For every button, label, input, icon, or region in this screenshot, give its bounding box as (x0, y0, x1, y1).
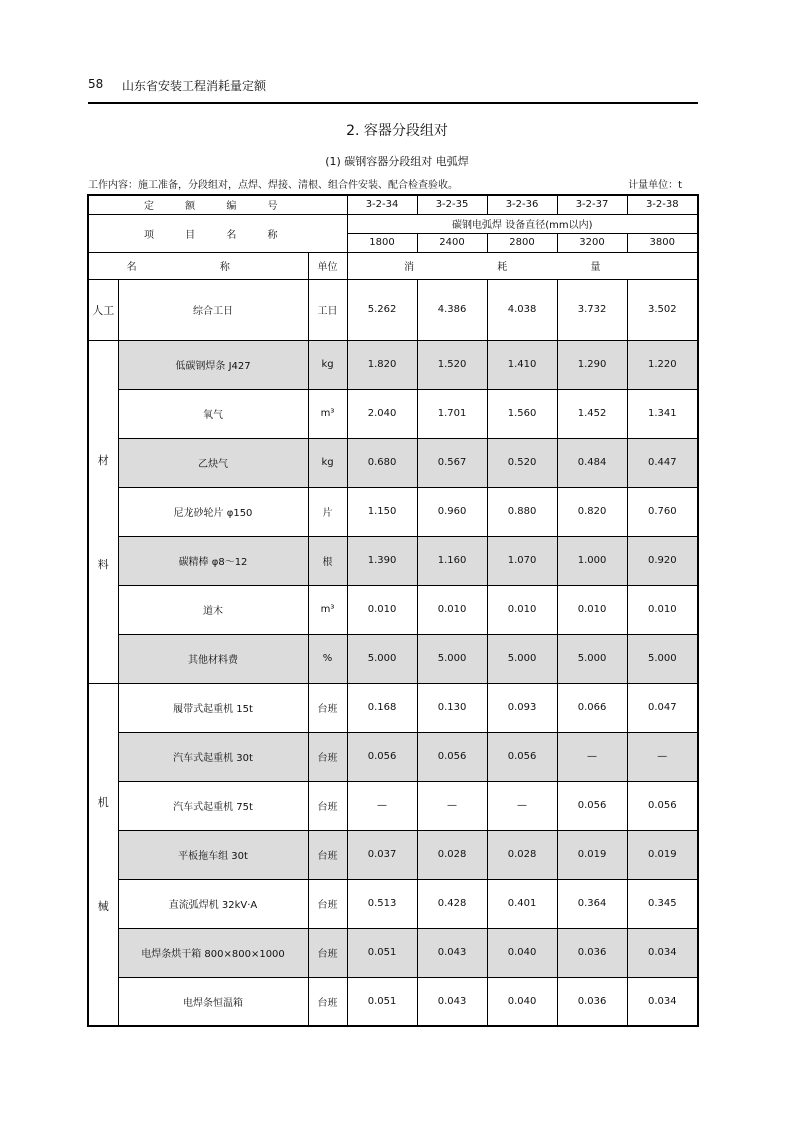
value-cell: 0.047 (627, 683, 698, 732)
item-name: 其他材料费 (118, 634, 308, 683)
diameter-cell: 3200 (557, 233, 627, 252)
value-cell: 1.820 (347, 340, 417, 389)
table-row (88, 585, 698, 634)
item-name: 平板拖车组 30t (118, 830, 308, 879)
value-cell: 0.043 (417, 977, 487, 1026)
item-unit: 台班 (308, 977, 347, 1026)
diameter-cell: 3800 (627, 233, 698, 252)
item-unit: kg (308, 438, 347, 487)
book-title: 山东省安装工程消耗量定额 (122, 79, 267, 93)
category-machine (88, 683, 118, 1026)
quota-code-label: 定 额 编 号 (88, 195, 347, 214)
item-unit: 台班 (308, 683, 347, 732)
value-cell: 0.019 (627, 830, 698, 879)
table-row (88, 389, 698, 438)
value-cell: 0.066 (557, 683, 627, 732)
item-unit: 台班 (308, 830, 347, 879)
value-cell: 0.056 (627, 781, 698, 830)
column-name-header: 名 称 (88, 252, 308, 279)
code-cell: 3-2-36 (487, 195, 557, 214)
value-cell: 1.410 (487, 340, 557, 389)
page-number: 58 (88, 77, 104, 91)
item-unit: 根 (308, 536, 347, 585)
value-cell: 5.262 (347, 279, 417, 340)
group-row (88, 214, 698, 233)
value-cell: 0.680 (347, 438, 417, 487)
value-cell: 5.000 (347, 634, 417, 683)
work-content-line (88, 176, 698, 191)
value-cell: 0.401 (487, 879, 557, 928)
code-cell: 3-2-37 (557, 195, 627, 214)
value-cell: 0.513 (347, 879, 417, 928)
value-cell: 0.056 (487, 732, 557, 781)
value-cell: — (417, 781, 487, 830)
value-cell: 0.028 (487, 830, 557, 879)
item-unit: 台班 (308, 781, 347, 830)
code-row (88, 195, 698, 214)
table-row (88, 928, 698, 977)
value-cell: 0.034 (627, 977, 698, 1026)
table-row (88, 781, 698, 830)
value-cell: 0.043 (417, 928, 487, 977)
item-name-label: 项 目 名 称 (88, 214, 347, 252)
value-cell: 0.130 (417, 683, 487, 732)
item-name: 汽车式起重机 30t (118, 732, 308, 781)
item-unit: 台班 (308, 928, 347, 977)
value-cell: 0.010 (627, 585, 698, 634)
value-cell: 0.567 (417, 438, 487, 487)
value-cell: — (347, 781, 417, 830)
item-unit: m³ (308, 585, 347, 634)
item-name: 乙炔气 (118, 438, 308, 487)
item-name: 电焊条恒温箱 (118, 977, 308, 1026)
value-cell: 5.000 (557, 634, 627, 683)
value-cell: 3.732 (557, 279, 627, 340)
value-cell: 2.040 (347, 389, 417, 438)
value-cell: — (557, 732, 627, 781)
item-unit: m³ (308, 389, 347, 438)
table-row (88, 438, 698, 487)
value-cell: 1.290 (557, 340, 627, 389)
item-unit: kg (308, 340, 347, 389)
sub-title: (1) 碳钢容器分段组对 电弧焊 (325, 155, 469, 168)
value-cell: 0.036 (557, 977, 627, 1026)
item-name: 直流弧焊机 32kV·A (118, 879, 308, 928)
value-cell: 1.701 (417, 389, 487, 438)
value-cell: 0.056 (557, 781, 627, 830)
value-cell: 5.000 (487, 634, 557, 683)
column-header-row (88, 252, 698, 279)
table-row (88, 977, 698, 1026)
value-cell: 0.051 (347, 928, 417, 977)
value-cell: 0.028 (417, 830, 487, 879)
page-header (88, 72, 698, 104)
value-cell: 0.447 (627, 438, 698, 487)
value-cell: 0.168 (347, 683, 417, 732)
value-cell: 0.920 (627, 536, 698, 585)
group-label: 碳钢电弧焊 设备直径(mm以内) (347, 214, 698, 233)
code-cell: 3-2-35 (417, 195, 487, 214)
quota-table (87, 194, 699, 1027)
table-row (88, 732, 698, 781)
value-cell: 0.820 (557, 487, 627, 536)
column-consumption-header: 消 耗 量 (347, 252, 698, 279)
item-name: 电焊条烘干箱 800×800×1000 (118, 928, 308, 977)
table-row (88, 634, 698, 683)
item-unit: 工日 (308, 279, 347, 340)
value-cell: 5.000 (417, 634, 487, 683)
value-cell: 0.019 (557, 830, 627, 879)
item-unit: 台班 (308, 732, 347, 781)
value-cell: 4.038 (487, 279, 557, 340)
item-name: 履带式起重机 15t (118, 683, 308, 732)
value-cell: 0.051 (347, 977, 417, 1026)
value-cell: 0.010 (487, 585, 557, 634)
category-material-char: 料 (97, 557, 109, 571)
section-title: 2. 容器分段组对 (346, 123, 448, 139)
item-unit: 台班 (308, 879, 347, 928)
table-row (88, 487, 698, 536)
value-cell: 0.056 (417, 732, 487, 781)
value-cell: 0.040 (487, 928, 557, 977)
table-row (88, 830, 698, 879)
value-cell: 1.390 (347, 536, 417, 585)
category-labor: 人工 (88, 279, 118, 340)
code-cell: 3-2-38 (627, 195, 698, 214)
column-unit-header: 单位 (308, 252, 347, 279)
value-cell: 5.000 (627, 634, 698, 683)
value-cell: 0.960 (417, 487, 487, 536)
item-name: 低碳钢焊条 J427 (118, 340, 308, 389)
item-name: 汽车式起重机 75t (118, 781, 308, 830)
value-cell: 0.040 (487, 977, 557, 1026)
value-cell: 3.502 (627, 279, 698, 340)
value-cell: 1.520 (417, 340, 487, 389)
value-cell: 0.760 (627, 487, 698, 536)
value-cell: 0.520 (487, 438, 557, 487)
table-row (88, 340, 698, 389)
value-cell: 0.036 (557, 928, 627, 977)
value-cell: 1.452 (557, 389, 627, 438)
value-cell: 0.484 (557, 438, 627, 487)
value-cell: 0.010 (417, 585, 487, 634)
value-cell: 0.364 (557, 879, 627, 928)
value-cell: — (487, 781, 557, 830)
value-cell: — (627, 732, 698, 781)
category-material-char: 材 (97, 453, 109, 467)
value-cell: 0.010 (347, 585, 417, 634)
value-cell: 0.093 (487, 683, 557, 732)
value-cell: 1.000 (557, 536, 627, 585)
item-name: 碳精棒 φ8～12 (118, 536, 308, 585)
measurement-unit: 计量单位：t (628, 180, 682, 191)
code-cell: 3-2-34 (347, 195, 417, 214)
value-cell: 1.070 (487, 536, 557, 585)
value-cell: 4.386 (417, 279, 487, 340)
category-machine-char: 机 (97, 796, 109, 810)
value-cell: 0.345 (627, 879, 698, 928)
item-name: 尼龙砂轮片 φ150 (118, 487, 308, 536)
item-unit: 片 (308, 487, 347, 536)
diameter-cell: 2800 (487, 233, 557, 252)
value-cell: 0.056 (347, 732, 417, 781)
table-row (88, 683, 698, 732)
table-row (88, 879, 698, 928)
category-machine-char: 械 (97, 900, 109, 914)
item-name: 氧气 (118, 389, 308, 438)
value-cell: 1.341 (627, 389, 698, 438)
item-unit: % (308, 634, 347, 683)
value-cell: 1.160 (417, 536, 487, 585)
table-row (88, 279, 698, 340)
value-cell: 0.010 (557, 585, 627, 634)
item-name: 道木 (118, 585, 308, 634)
category-material (88, 340, 118, 683)
value-cell: 0.034 (627, 928, 698, 977)
table-row (88, 536, 698, 585)
diameter-cell: 1800 (347, 233, 417, 252)
value-cell: 1.150 (347, 487, 417, 536)
value-cell: 1.560 (487, 389, 557, 438)
item-name: 综合工日 (118, 279, 308, 340)
diameter-cell: 2400 (417, 233, 487, 252)
value-cell: 0.037 (347, 830, 417, 879)
value-cell: 0.428 (417, 879, 487, 928)
work-content: 工作内容：施工准备，分段组对，点焊、焊接、清根、组合件安装、配合检查验收。 (88, 180, 458, 191)
value-cell: 0.880 (487, 487, 557, 536)
value-cell: 1.220 (627, 340, 698, 389)
